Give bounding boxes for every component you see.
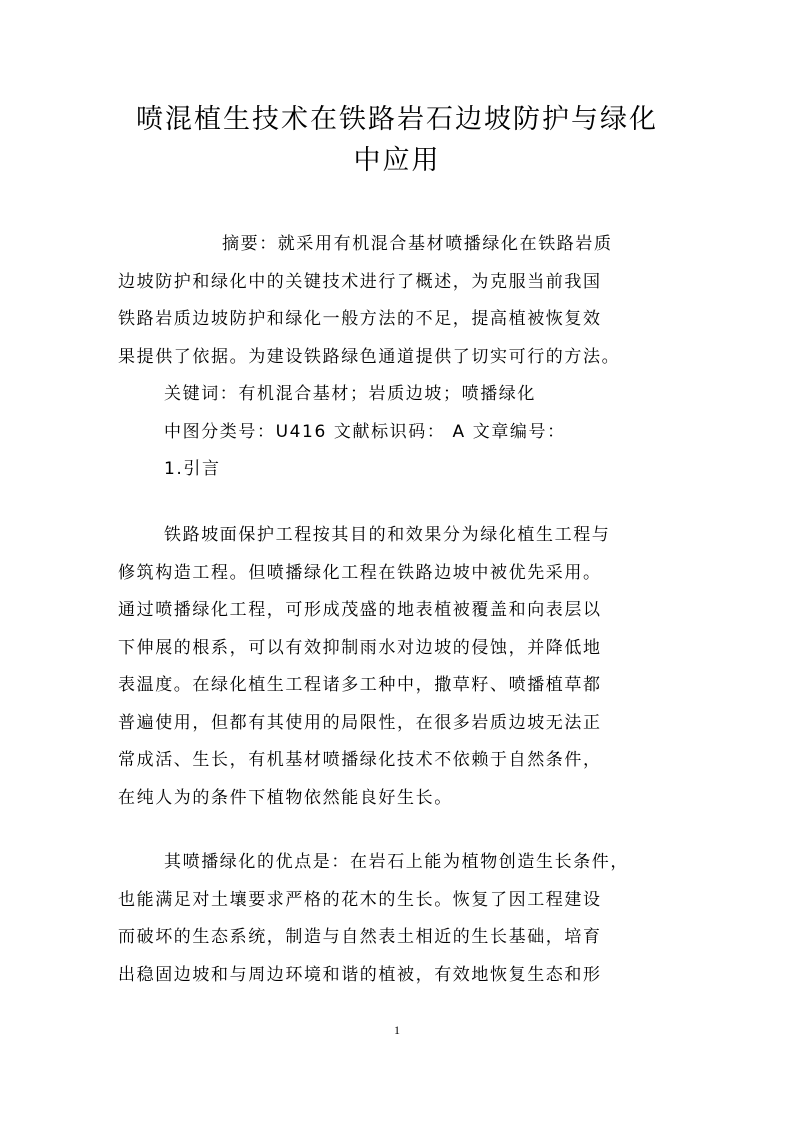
paragraph-line: 也能满足对土壤要求严格的花木的生长。恢复了因工程建设: [118, 889, 602, 910]
paragraph-line: 出稳固边坡和与周边环境和谐的植被，有效地恢复生态和形: [118, 964, 602, 985]
abstract-line: 铁路岩质边坡防护和绿化一般方法的不足，提高植被恢复效: [118, 309, 602, 329]
paragraph-line: 普遍使用，但都有其使用的局限性，在很多岩质边坡无法正: [118, 712, 602, 733]
classification-line: 中图分类号：U416 文献标识码： A 文章编号：: [164, 421, 566, 442]
paragraph-line: 下伸展的根系，可以有效抑制雨水对边坡的侵蚀，并降低地: [118, 637, 602, 658]
paragraph-line: 其喷播绿化的优点是：在岩石上能为植物创造生长条件，: [164, 852, 629, 872]
paragraph-line: 常成活、生长，有机基材喷播绿化技术不依赖于自然条件，: [118, 750, 602, 770]
paragraph-line: 在纯人为的条件下植物依然能良好生长。: [118, 787, 453, 808]
section-heading: 1.引言: [164, 459, 221, 479]
paragraph-1: [118, 517, 678, 817]
paragraph-line: 修筑构造工程。但喷播绿化工程在铁路边坡中被优先采用。: [118, 562, 602, 583]
paragraph-line: 表温度。在绿化植生工程诸多工种中，撒草籽、喷播植草都: [118, 675, 602, 695]
page-number: 1: [394, 1023, 400, 1037]
abstract-line: 边坡防护和绿化中的关键技术进行了概述，为克服当前我国: [118, 271, 602, 292]
document-title-line-1: 喷混植生技术在铁路岩石边坡防护与绿化: [136, 104, 658, 135]
paragraph-line: 铁路坡面保护工程按其目的和效果分为绿化植生工程与: [164, 525, 611, 545]
abstract-line: 摘要：就采用有机混合基材喷播绿化在铁路岩质: [222, 234, 613, 254]
keywords-line: 关键词：有机混合基材；岩质边坡；喷播绿化: [164, 384, 536, 404]
document-title-line-2: 中应用: [353, 145, 441, 176]
abstract: [118, 226, 678, 489]
abstract-line: 果提供了依据。为建设铁路绿色通道提供了切实可行的方法。: [118, 346, 621, 367]
paragraph-2: [118, 844, 678, 994]
paragraph-line: 而破坏的生态系统，制造与自然表土相近的生长基础，培育: [118, 927, 602, 947]
paragraph-line: 通过喷播绿化工程，可形成茂盛的地表植被覆盖和向表层以: [118, 600, 602, 620]
